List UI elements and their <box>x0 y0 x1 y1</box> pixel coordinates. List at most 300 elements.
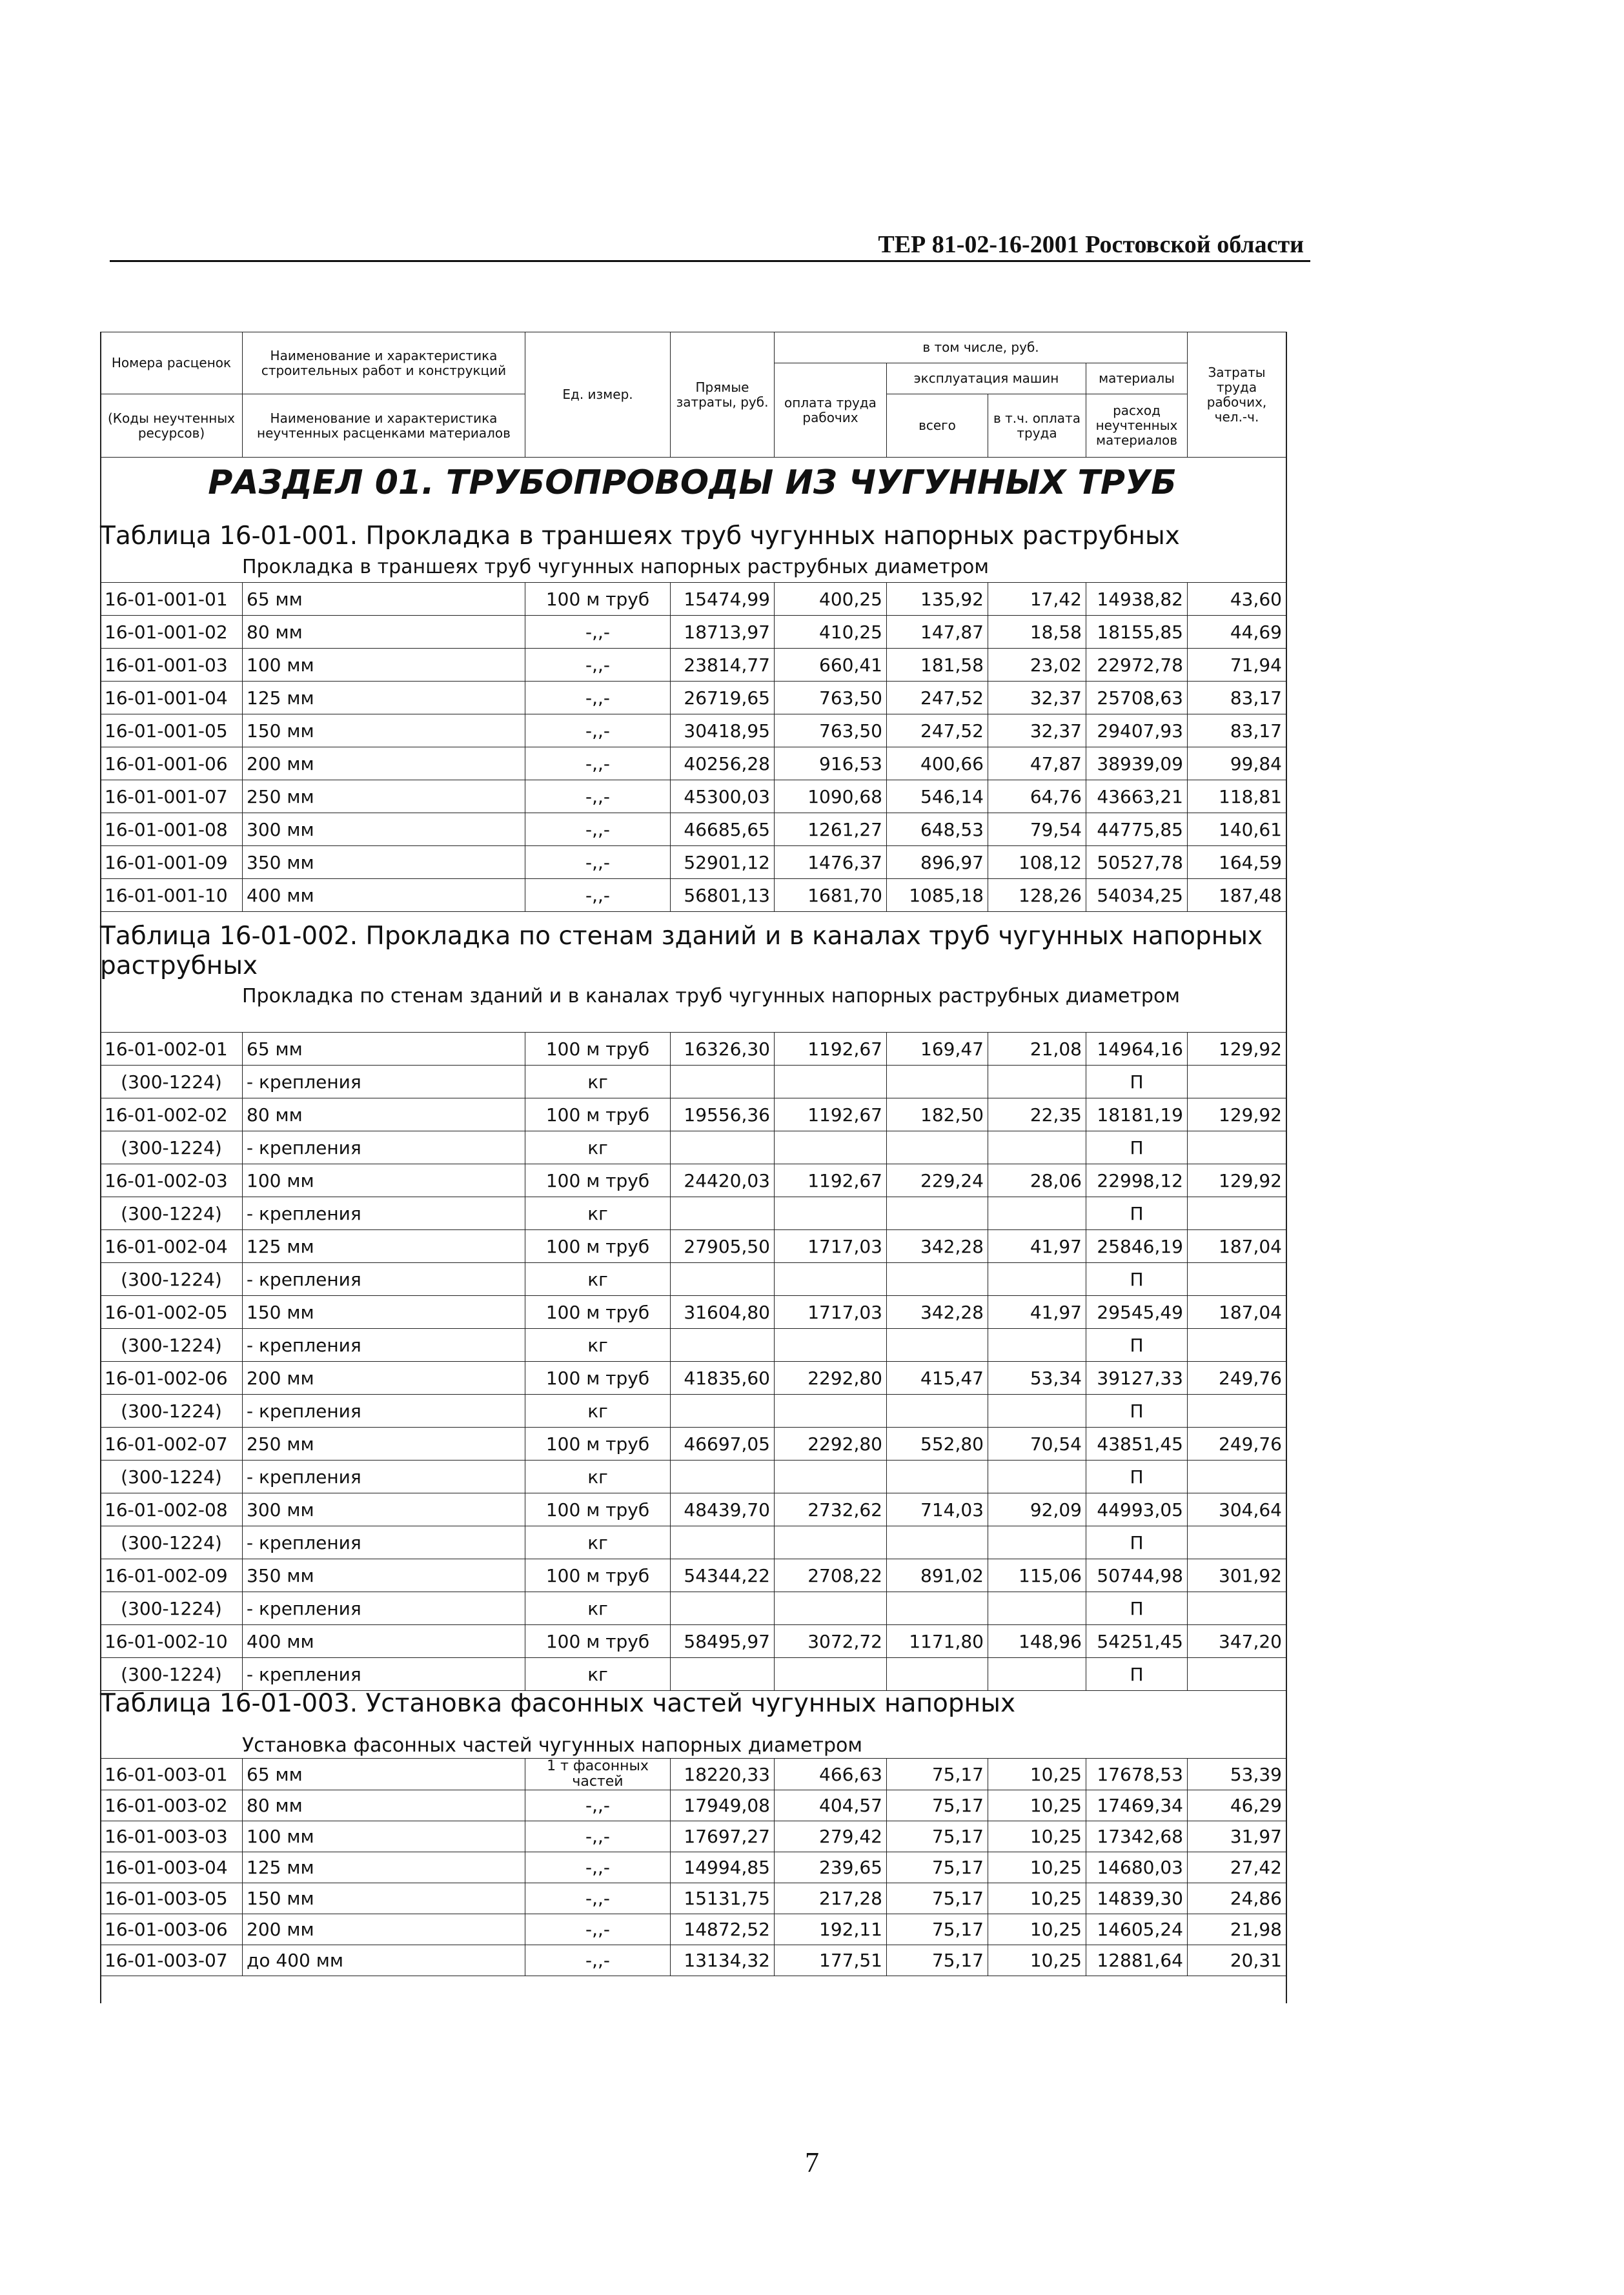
cell-empty <box>988 1329 1086 1362</box>
cell-mach-wages: 23,02 <box>988 649 1086 682</box>
cell-resource-code: (300-1224) <box>101 1066 243 1098</box>
cell-resource-material: П <box>1086 1526 1188 1559</box>
cell-mat: 22998,12 <box>1086 1164 1188 1197</box>
cell-name: 350 мм <box>243 846 525 879</box>
cell-direct: 40256,28 <box>671 747 775 780</box>
cell-direct: 17697,27 <box>671 1821 775 1852</box>
cell-code: 16-01-001-05 <box>101 714 243 747</box>
cell-resource-code: (300-1224) <box>101 1592 243 1625</box>
table-row <box>101 1098 1286 1131</box>
header-materials-unaccounted: расход неучтенных материалов <box>1086 394 1188 458</box>
cell-unit: 1 т фасонных частей <box>525 1759 671 1790</box>
table-title-16-01-002: Таблица 16-01-002. Прокладка по стенам зданий и в каналах труб чугунных напорных раструбных <box>100 922 1263 980</box>
cell-code: 16-01-001-10 <box>101 879 243 912</box>
cell-labor: 83,17 <box>1188 682 1286 714</box>
cell-mach-wages: 10,25 <box>988 1852 1086 1883</box>
cell-resource-material: П <box>1086 1263 1188 1296</box>
cell-mat: 39127,33 <box>1086 1362 1188 1395</box>
cell-mach-wages: 41,97 <box>988 1296 1086 1329</box>
cell-empty <box>988 1658 1086 1691</box>
cell-wages: 1192,67 <box>775 1033 887 1066</box>
cell-name: 65 мм <box>243 583 525 616</box>
cell-empty <box>887 1066 988 1098</box>
cell-labor: 20,31 <box>1188 1945 1286 1976</box>
cell-mat: 54251,45 <box>1086 1625 1188 1658</box>
cell-wages: 192,11 <box>775 1914 887 1945</box>
cell-direct: 14872,52 <box>671 1914 775 1945</box>
cell-empty <box>671 1263 775 1296</box>
cell-unit: -,,- <box>525 846 671 879</box>
cell-wages: 2708,22 <box>775 1559 887 1592</box>
cell-resource-name: - крепления <box>243 1066 525 1098</box>
cell-mach-wages: 22,35 <box>988 1098 1086 1131</box>
cell-labor: 129,92 <box>1188 1098 1286 1131</box>
cell-labor: 301,92 <box>1188 1559 1286 1592</box>
cell-mach: 75,17 <box>887 1883 988 1914</box>
cell-empty <box>671 1526 775 1559</box>
cell-unit: -,,- <box>525 1821 671 1852</box>
cell-mat: 18155,85 <box>1086 616 1188 649</box>
cell-mat: 17678,53 <box>1086 1759 1188 1790</box>
cell-code: 16-01-002-03 <box>101 1164 243 1197</box>
cell-empty <box>775 1461 887 1493</box>
cell-name: до 400 мм <box>243 1945 525 1976</box>
cell-unit: -,,- <box>525 780 671 813</box>
cell-resource-name: - крепления <box>243 1658 525 1691</box>
header-labor: Затраты труда рабочих, чел.-ч. <box>1188 332 1286 458</box>
cell-resource-unit: кг <box>525 1329 671 1362</box>
cell-direct: 58495,97 <box>671 1625 775 1658</box>
cell-mat: 54034,25 <box>1086 879 1188 912</box>
cell-wages: 1717,03 <box>775 1230 887 1263</box>
cell-code: 16-01-003-07 <box>101 1945 243 1976</box>
cell-direct: 46685,65 <box>671 813 775 846</box>
cell-empty <box>1188 1526 1286 1559</box>
cell-resource-unit: кг <box>525 1131 671 1164</box>
cell-empty <box>887 1197 988 1230</box>
cell-mach-wages: 21,08 <box>988 1033 1086 1066</box>
table-row-resource <box>101 1066 1286 1098</box>
cell-name: 150 мм <box>243 1883 525 1914</box>
table-row-resource <box>101 1131 1286 1164</box>
cell-resource-material: П <box>1086 1395 1188 1428</box>
cell-resource-code: (300-1224) <box>101 1197 243 1230</box>
cell-code: 16-01-001-08 <box>101 813 243 846</box>
cell-empty <box>1188 1592 1286 1625</box>
cell-empty <box>1188 1658 1286 1691</box>
table-subtitle-16-01-001: Прокладка в траншеях труб чугунных напорных раструбных диаметром <box>242 556 990 578</box>
cell-mach-wages: 32,37 <box>988 682 1086 714</box>
cell-empty <box>1188 1131 1286 1164</box>
cell-wages: 400,25 <box>775 583 887 616</box>
cell-resource-name: - крепления <box>243 1592 525 1625</box>
cell-mach-wages: 10,25 <box>988 1883 1086 1914</box>
cell-code: 16-01-002-09 <box>101 1559 243 1592</box>
cell-code: 16-01-003-03 <box>101 1821 243 1852</box>
cell-empty <box>988 1592 1086 1625</box>
cell-empty <box>988 1066 1086 1098</box>
header-machines: эксплуатация машин <box>887 363 1086 394</box>
cell-labor: 71,94 <box>1188 649 1286 682</box>
cell-code: 16-01-002-08 <box>101 1493 243 1526</box>
cell-mach-wages: 10,25 <box>988 1821 1086 1852</box>
table-row <box>101 1033 1286 1066</box>
cell-empty <box>671 1461 775 1493</box>
table-row-resource <box>101 1395 1286 1428</box>
cell-name: 100 мм <box>243 1821 525 1852</box>
cell-resource-unit: кг <box>525 1066 671 1098</box>
cell-code: 16-01-001-02 <box>101 616 243 649</box>
cell-mach: 714,03 <box>887 1493 988 1526</box>
cell-resource-material: П <box>1086 1329 1188 1362</box>
cell-empty <box>671 1131 775 1164</box>
cell-wages: 916,53 <box>775 747 887 780</box>
cell-empty <box>988 1263 1086 1296</box>
table-row <box>101 649 1286 682</box>
table-row <box>101 813 1286 846</box>
cell-resource-unit: кг <box>525 1197 671 1230</box>
table-row <box>101 879 1286 912</box>
cell-mach-wages: 128,26 <box>988 879 1086 912</box>
cell-direct: 16326,30 <box>671 1033 775 1066</box>
cell-wages: 1261,27 <box>775 813 887 846</box>
table-row <box>101 1428 1286 1461</box>
cell-labor: 249,76 <box>1188 1362 1286 1395</box>
header-unit: Ед. измер. <box>525 332 671 458</box>
cell-wages: 279,42 <box>775 1821 887 1852</box>
cell-empty <box>1188 1395 1286 1428</box>
table-row <box>101 616 1286 649</box>
cell-wages: 410,25 <box>775 616 887 649</box>
cell-wages: 2292,80 <box>775 1362 887 1395</box>
cell-resource-code: (300-1224) <box>101 1461 243 1493</box>
cell-mat: 43663,21 <box>1086 780 1188 813</box>
cell-mach-wages: 28,06 <box>988 1164 1086 1197</box>
page-header <box>110 229 1310 262</box>
cell-mach: 135,92 <box>887 583 988 616</box>
cell-mach: 648,53 <box>887 813 988 846</box>
cell-mach-wages: 53,34 <box>988 1362 1086 1395</box>
cell-mat: 22972,78 <box>1086 649 1188 682</box>
cell-wages: 763,50 <box>775 714 887 747</box>
cell-mach: 1085,18 <box>887 879 988 912</box>
cell-mat: 17342,68 <box>1086 1821 1188 1852</box>
cell-mach: 546,14 <box>887 780 988 813</box>
cell-unit: 100 м труб <box>525 583 671 616</box>
cell-labor: 83,17 <box>1188 714 1286 747</box>
cell-name: 150 мм <box>243 714 525 747</box>
column-header-table <box>100 332 1286 458</box>
cell-name: 80 мм <box>243 1098 525 1131</box>
cell-direct: 17949,08 <box>671 1790 775 1821</box>
cell-name: 80 мм <box>243 616 525 649</box>
cell-direct: 18220,33 <box>671 1759 775 1790</box>
cell-empty <box>1188 1066 1286 1098</box>
cell-code: 16-01-002-01 <box>101 1033 243 1066</box>
header-direct-costs: Прямые затраты, руб. <box>671 332 775 458</box>
cell-empty <box>887 1263 988 1296</box>
cell-name: 65 мм <box>243 1759 525 1790</box>
cell-mat: 25846,19 <box>1086 1230 1188 1263</box>
cell-labor: 21,98 <box>1188 1914 1286 1945</box>
cell-wages: 1192,67 <box>775 1098 887 1131</box>
cell-mat: 14964,16 <box>1086 1033 1188 1066</box>
cell-empty <box>775 1263 887 1296</box>
header-name-bottom: Наименование и характеристика неучтенных расценками материалов <box>243 394 525 458</box>
cell-unit: 100 м труб <box>525 1098 671 1131</box>
cell-mat: 12881,64 <box>1086 1945 1188 1976</box>
table-row <box>101 1759 1286 1790</box>
cell-direct: 15474,99 <box>671 583 775 616</box>
cell-empty <box>887 1461 988 1493</box>
cell-unit: -,,- <box>525 1945 671 1976</box>
cell-mach: 1171,80 <box>887 1625 988 1658</box>
header-name-top: Наименование и характеристика строительных работ и конструкций <box>243 332 525 394</box>
cell-mach: 169,47 <box>887 1033 988 1066</box>
cell-direct: 19556,36 <box>671 1098 775 1131</box>
cell-direct: 26719,65 <box>671 682 775 714</box>
cell-unit: -,,- <box>525 1914 671 1945</box>
cell-name: 250 мм <box>243 1428 525 1461</box>
cell-labor: 187,48 <box>1188 879 1286 912</box>
cell-empty <box>887 1329 988 1362</box>
cell-mat: 29545,49 <box>1086 1296 1188 1329</box>
cell-name: 250 мм <box>243 780 525 813</box>
cell-mach: 147,87 <box>887 616 988 649</box>
table-row <box>101 583 1286 616</box>
cell-direct: 46697,05 <box>671 1428 775 1461</box>
cell-unit: 100 м труб <box>525 1428 671 1461</box>
cell-empty <box>775 1066 887 1098</box>
table-row <box>101 1625 1286 1658</box>
cell-unit: 100 м труб <box>525 1296 671 1329</box>
table-row <box>101 1296 1286 1329</box>
cell-mach: 181,58 <box>887 649 988 682</box>
cell-empty <box>988 1461 1086 1493</box>
cell-empty <box>775 1329 887 1362</box>
table-row-resource <box>101 1197 1286 1230</box>
cell-resource-material: П <box>1086 1658 1188 1691</box>
cell-resource-code: (300-1224) <box>101 1329 243 1362</box>
table-row <box>101 1230 1286 1263</box>
cell-mach: 400,66 <box>887 747 988 780</box>
table-row <box>101 846 1286 879</box>
cell-unit: -,,- <box>525 616 671 649</box>
cell-name: 300 мм <box>243 1493 525 1526</box>
cell-mat: 14605,24 <box>1086 1914 1188 1945</box>
cell-direct: 13134,32 <box>671 1945 775 1976</box>
cell-labor: 187,04 <box>1188 1296 1286 1329</box>
table-row <box>101 1945 1286 1976</box>
page-number: 7 <box>805 2147 819 2178</box>
cell-mach: 415,47 <box>887 1362 988 1395</box>
document-title: ТЕР 81-02-16-2001 Ростовской области <box>878 231 1304 258</box>
cell-mach-wages: 10,25 <box>988 1914 1086 1945</box>
cell-code: 16-01-003-04 <box>101 1852 243 1883</box>
cell-labor: 140,61 <box>1188 813 1286 846</box>
cell-mach-wages: 92,09 <box>988 1493 1086 1526</box>
cell-direct: 27905,50 <box>671 1230 775 1263</box>
cell-name: 125 мм <box>243 1852 525 1883</box>
cell-labor: 164,59 <box>1188 846 1286 879</box>
cell-resource-name: - крепления <box>243 1461 525 1493</box>
cell-direct: 24420,03 <box>671 1164 775 1197</box>
cell-mach: 75,17 <box>887 1852 988 1883</box>
table-row-resource <box>101 1461 1286 1493</box>
cell-empty <box>887 1395 988 1428</box>
cell-mach-wages: 17,42 <box>988 583 1086 616</box>
cell-code: 16-01-002-10 <box>101 1625 243 1658</box>
cell-unit: -,,- <box>525 1790 671 1821</box>
cell-code: 16-01-001-04 <box>101 682 243 714</box>
cell-unit: -,,- <box>525 714 671 747</box>
cell-empty <box>775 1658 887 1691</box>
cell-mach: 75,17 <box>887 1790 988 1821</box>
cell-empty <box>775 1131 887 1164</box>
cell-direct: 31604,80 <box>671 1296 775 1329</box>
cell-labor: 129,92 <box>1188 1033 1286 1066</box>
table-row <box>101 1493 1286 1526</box>
table-row-resource <box>101 1263 1286 1296</box>
table-row <box>101 1362 1286 1395</box>
cell-empty <box>988 1131 1086 1164</box>
cell-unit: -,,- <box>525 1883 671 1914</box>
cell-mat: 29407,93 <box>1086 714 1188 747</box>
cell-mach: 247,52 <box>887 682 988 714</box>
cell-mach: 75,17 <box>887 1759 988 1790</box>
cell-code: 16-01-002-06 <box>101 1362 243 1395</box>
cell-resource-unit: кг <box>525 1592 671 1625</box>
header-machines-wages: в т.ч. оплата труда <box>988 394 1086 458</box>
table-subtitle-16-01-002: Прокладка по стенам зданий и в каналах труб чугунных напорных раструбных диаметром <box>242 985 1180 1007</box>
table-row <box>101 747 1286 780</box>
cell-code: 16-01-003-01 <box>101 1759 243 1790</box>
cell-labor: 27,42 <box>1188 1852 1286 1883</box>
cell-empty <box>1188 1197 1286 1230</box>
cell-unit: -,,- <box>525 682 671 714</box>
cell-code: 16-01-001-06 <box>101 747 243 780</box>
cell-empty <box>887 1658 988 1691</box>
cell-code: 16-01-002-04 <box>101 1230 243 1263</box>
cell-name: 200 мм <box>243 1362 525 1395</box>
cell-name: 80 мм <box>243 1790 525 1821</box>
cell-unit: -,,- <box>525 747 671 780</box>
cell-resource-name: - крепления <box>243 1131 525 1164</box>
cell-mach-wages: 108,12 <box>988 846 1086 879</box>
cell-wages: 1476,37 <box>775 846 887 879</box>
cell-code: 16-01-003-02 <box>101 1790 243 1821</box>
cell-labor: 249,76 <box>1188 1428 1286 1461</box>
cell-wages: 763,50 <box>775 682 887 714</box>
cell-mach-wages: 41,97 <box>988 1230 1086 1263</box>
cell-resource-code: (300-1224) <box>101 1131 243 1164</box>
cell-resource-code: (300-1224) <box>101 1395 243 1428</box>
cell-resource-name: - крепления <box>243 1395 525 1428</box>
cell-wages: 404,57 <box>775 1790 887 1821</box>
cell-labor: 129,92 <box>1188 1164 1286 1197</box>
cell-empty <box>887 1526 988 1559</box>
cell-empty <box>775 1395 887 1428</box>
cell-name: 125 мм <box>243 682 525 714</box>
cell-labor: 46,29 <box>1188 1790 1286 1821</box>
cell-code: 16-01-002-07 <box>101 1428 243 1461</box>
cell-empty <box>775 1526 887 1559</box>
cell-empty <box>671 1329 775 1362</box>
rates-table-16-01-002 <box>100 1032 1286 1691</box>
cell-wages: 2292,80 <box>775 1428 887 1461</box>
table-row <box>101 714 1286 747</box>
cell-mach: 896,97 <box>887 846 988 879</box>
cell-mach: 75,17 <box>887 1821 988 1852</box>
cell-mat: 14839,30 <box>1086 1883 1188 1914</box>
cell-name: 300 мм <box>243 813 525 846</box>
header-machines-total: всего <box>887 394 988 458</box>
cell-mach: 342,28 <box>887 1296 988 1329</box>
cell-resource-name: - крепления <box>243 1526 525 1559</box>
cell-mach-wages: 32,37 <box>988 714 1086 747</box>
cell-empty <box>671 1197 775 1230</box>
cell-unit: -,,- <box>525 649 671 682</box>
cell-wages: 239,65 <box>775 1852 887 1883</box>
cell-mach: 342,28 <box>887 1230 988 1263</box>
cell-mach-wages: 115,06 <box>988 1559 1086 1592</box>
cell-code: 16-01-001-07 <box>101 780 243 813</box>
cell-unit: -,,- <box>525 1852 671 1883</box>
cell-mat: 50744,98 <box>1086 1559 1188 1592</box>
section-title: РАЗДЕЛ 01. ТРУБОПРОВОДЫ ИЗ ЧУГУННЫХ ТРУБ <box>208 463 1177 502</box>
table-row <box>101 1821 1286 1852</box>
cell-labor: 304,64 <box>1188 1493 1286 1526</box>
cell-empty <box>988 1395 1086 1428</box>
cell-mat: 25708,63 <box>1086 682 1188 714</box>
table-row-resource <box>101 1658 1286 1691</box>
cell-name: 200 мм <box>243 747 525 780</box>
cell-empty <box>775 1592 887 1625</box>
cell-wages: 466,63 <box>775 1759 887 1790</box>
header-materials: материалы <box>1086 363 1188 394</box>
cell-resource-code: (300-1224) <box>101 1526 243 1559</box>
table-row <box>101 1883 1286 1914</box>
cell-mach-wages: 10,25 <box>988 1759 1086 1790</box>
cell-direct: 30418,95 <box>671 714 775 747</box>
cell-code: 16-01-001-09 <box>101 846 243 879</box>
cell-resource-material: П <box>1086 1592 1188 1625</box>
cell-code: 16-01-003-06 <box>101 1914 243 1945</box>
cell-mach: 75,17 <box>887 1945 988 1976</box>
cell-unit: -,,- <box>525 879 671 912</box>
cell-empty <box>988 1526 1086 1559</box>
cell-direct: 54344,22 <box>671 1559 775 1592</box>
rates-table-16-01-001 <box>100 582 1286 912</box>
table-row <box>101 1852 1286 1883</box>
cell-mat: 14938,82 <box>1086 583 1188 616</box>
header-code-bottom: (Коды неучтенных ресурсов) <box>101 394 243 458</box>
cell-mat: 14680,03 <box>1086 1852 1188 1883</box>
cell-resource-name: - крепления <box>243 1263 525 1296</box>
cell-direct: 45300,03 <box>671 780 775 813</box>
cell-resource-unit: кг <box>525 1461 671 1493</box>
cell-direct: 52901,12 <box>671 846 775 879</box>
cell-resource-unit: кг <box>525 1395 671 1428</box>
cell-mach: 552,80 <box>887 1428 988 1461</box>
cell-wages: 660,41 <box>775 649 887 682</box>
cell-mach: 229,24 <box>887 1164 988 1197</box>
cell-code: 16-01-001-01 <box>101 583 243 616</box>
cell-resource-unit: кг <box>525 1658 671 1691</box>
cell-mach-wages: 70,54 <box>988 1428 1086 1461</box>
cell-empty <box>671 1658 775 1691</box>
cell-direct: 41835,60 <box>671 1362 775 1395</box>
